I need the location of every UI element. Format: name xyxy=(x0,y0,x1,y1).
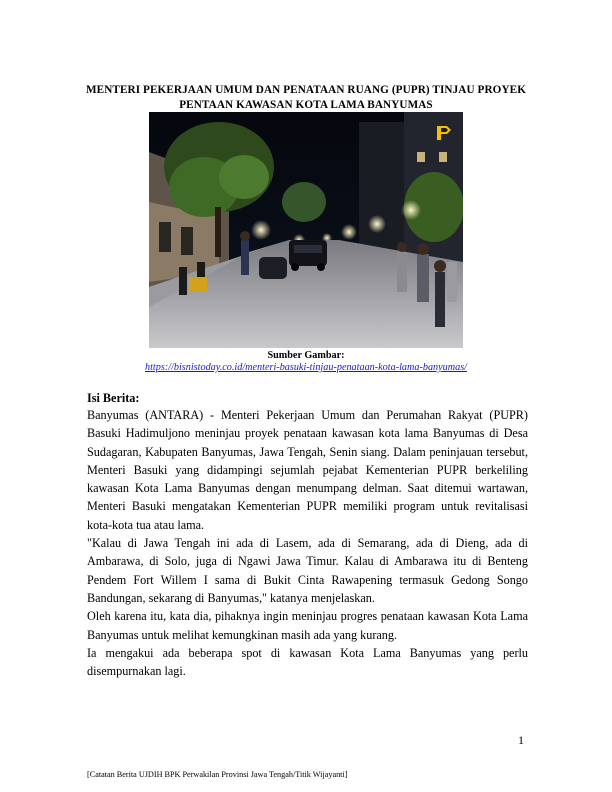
document-title: MENTERI PEKERJAAN UMUM DAN PENATAAN RUANG (PUPR) TINJAU PROYEK PENTAAN KAWASAN KOTA LAMA BANYUMAS xyxy=(85,84,526,111)
image-source-link[interactable]: https://bisnistoday.co.id/menteri-basuki-tinjau-penataan-kota-lama-banyumas/ xyxy=(145,362,467,373)
paragraph: Oleh karena itu, kata dia, pihaknya ingin meninjau progres penataan kawasan Kota Lama Banyumas untuk melihat kemungkinan masih ada yang kurang. xyxy=(87,609,528,642)
paragraph: Ia mengakui ada beberapa spot di kawasan Kota Lama Banyumas yang perlu disempurnakan lagi. xyxy=(87,645,528,679)
page-number: 1 xyxy=(518,733,524,747)
image-caption-label: Sumber Gambar: xyxy=(267,350,345,361)
section-heading: Isi Berita: xyxy=(87,391,140,405)
page-footer: [Catatan Berita UJDIH BPK Perwakilan Provinsi Jawa Tengah/Titik Wijayanti] xyxy=(87,770,348,779)
article-body xyxy=(87,406,528,680)
news-photo xyxy=(149,112,463,348)
paragraph: "Kalau di Jawa Tengah ini ada di Lasem, ada di Semarang, ada di Dieng, ada di Ambarawa, di Solo, juga di Ngawi Jawa Timur. Kalau di Ambarawa itu di Benteng Pendem Fort Willem I sama di Bukit Cinta Rawapening termasuk Gedong Songo Bandungan, sekarang di Banyumas," katanya menjelaskan. xyxy=(87,536,528,605)
paragraph: Banyumas (ANTARA) - Menteri Pekerjaan Umum dan Perumahan Rakyat (PUPR) Basuki Hadimuljono meninjau proyek penataan kawasan kota lama Banyumas di Desa Sudagaran, Kabupaten Banyumas, Jawa Tengah, Senin siang. Dalam peninjauan tersebut, Menteri Basuki yang didampingi sejumlah pejabat Kementerian PUPR berkeliling kawasan Kota Lama Banyumas dengan menumpang delman. Saat ditemui wartawan, Menteri Basuki mengatakan Kementerian PUPR memiliki program untuk revitalisasi kota-kota tua atau lama. xyxy=(87,408,528,532)
